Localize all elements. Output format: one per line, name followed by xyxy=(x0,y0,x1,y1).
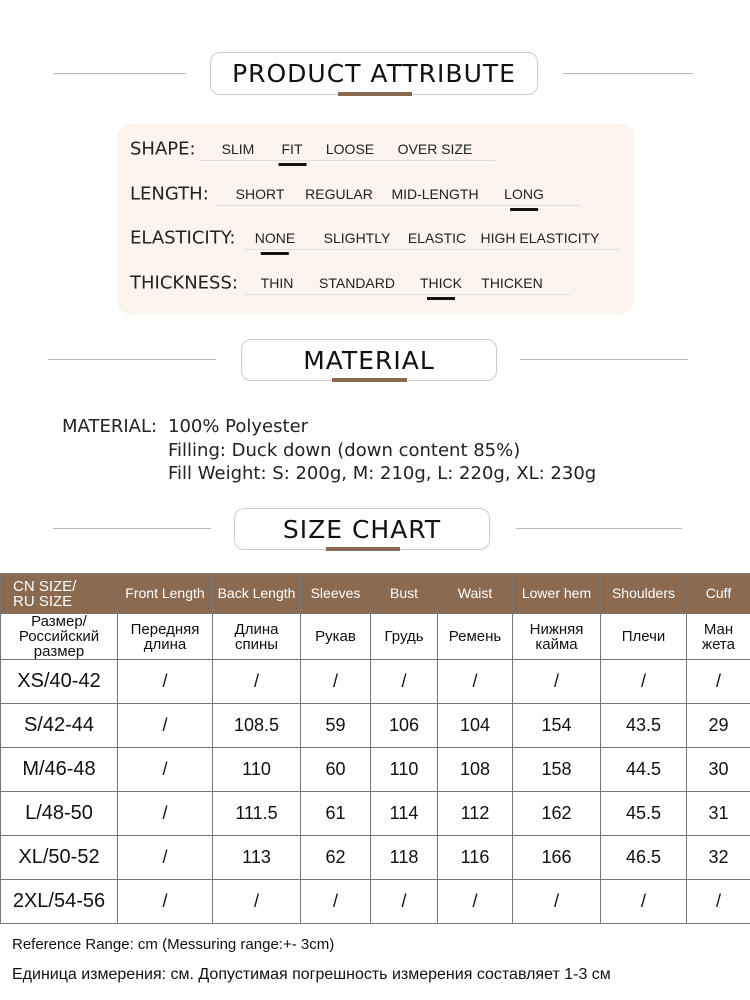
footer-note-en: Reference Range: cm (Messuring range:+- 3cm) xyxy=(12,936,335,953)
size-cell: 2XL/54-56 xyxy=(1,880,118,924)
attribute-option-selected: THICK xyxy=(420,275,462,291)
measurement-cell: 29 xyxy=(687,704,750,748)
attribute-option: ELASTIC xyxy=(407,230,467,246)
measurement-cell: / xyxy=(118,880,213,924)
attribute-option: MID-LENGTH xyxy=(391,186,479,202)
footer-note-ru: Единица измерения: см. Допустимая погрешность измерения составляет 1-3 см xyxy=(12,966,611,983)
attribute-underline xyxy=(215,205,580,206)
attribute-option: THICKEN xyxy=(481,275,543,291)
attribute-option-selected: LONG xyxy=(504,186,544,202)
measurement-cell: 162 xyxy=(513,792,601,836)
divider-line xyxy=(562,73,694,74)
size-cell: XS/40-42 xyxy=(1,660,118,704)
attribute-label: ELASTICITY: xyxy=(130,227,236,249)
measurement-cell: 110 xyxy=(213,748,301,792)
measurement-cell: / xyxy=(118,792,213,836)
size-cell: M/46-48 xyxy=(1,748,118,792)
measurement-cell: / xyxy=(118,660,213,704)
section-title-material: MATERIAL xyxy=(241,339,497,381)
attribute-option: SLIM xyxy=(221,141,255,157)
column-header: Back Length xyxy=(213,574,301,614)
measurement-cell: 32 xyxy=(687,836,750,880)
measurement-cell: / xyxy=(213,660,301,704)
measurement-cell: 154 xyxy=(513,704,601,748)
measurement-cell: 62 xyxy=(301,836,371,880)
material-line-2: Filling: Duck down (down content 85%) xyxy=(168,440,521,461)
attribute-option: REGULAR xyxy=(305,186,373,202)
table-row xyxy=(1,836,750,880)
measurement-cell: 118 xyxy=(371,836,438,880)
measurement-cell: 104 xyxy=(438,704,513,748)
size-cell: S/42-44 xyxy=(1,704,118,748)
column-header-ru: Грудь xyxy=(371,614,438,660)
measurement-cell: / xyxy=(601,880,687,924)
attribute-option: SLIGHTLY xyxy=(323,230,391,246)
table-row xyxy=(1,704,750,748)
measurement-cell: 116 xyxy=(438,836,513,880)
measurement-cell: / xyxy=(513,880,601,924)
column-header: Lower hem xyxy=(513,574,601,614)
column-header: Sleeves xyxy=(301,574,371,614)
attribute-underline xyxy=(245,249,620,250)
title-accent-bar xyxy=(338,92,412,96)
measurement-cell: 114 xyxy=(371,792,438,836)
measurement-cell: 108 xyxy=(438,748,513,792)
attribute-underline xyxy=(200,160,495,161)
section-title-size-chart: SIZE CHART xyxy=(234,508,490,550)
size-cell: XL/50-52 xyxy=(1,836,118,880)
measurement-cell: / xyxy=(301,880,371,924)
divider-line xyxy=(53,528,211,529)
column-header-ru: Нижняя кайма xyxy=(513,614,601,660)
measurement-cell: 106 xyxy=(371,704,438,748)
measurement-cell: 31 xyxy=(687,792,750,836)
column-header-ru: Плечи xyxy=(601,614,687,660)
column-header: Waist xyxy=(438,574,513,614)
measurement-cell: 61 xyxy=(301,792,371,836)
divider-line xyxy=(516,528,682,529)
attribute-underline xyxy=(245,294,570,295)
divider-line xyxy=(48,359,216,360)
measurement-cell: 45.5 xyxy=(601,792,687,836)
table-row xyxy=(1,748,750,792)
section-title-product-attribute: PRODUCT ATTRIBUTE xyxy=(210,52,538,95)
size-chart-table xyxy=(0,573,750,924)
attribute-label: SHAPE: xyxy=(130,138,196,160)
measurement-cell: 166 xyxy=(513,836,601,880)
measurement-cell: 59 xyxy=(301,704,371,748)
measurement-cell: / xyxy=(513,660,601,704)
measurement-cell: 60 xyxy=(301,748,371,792)
column-header: Front Length xyxy=(118,574,213,614)
attribute-option: STANDARD xyxy=(319,275,395,291)
column-header-ru: Ремень xyxy=(438,614,513,660)
measurement-cell: 111.5 xyxy=(213,792,301,836)
material-label: MATERIAL: xyxy=(62,416,158,437)
attribute-option: HIGH ELASTICITY xyxy=(480,230,600,246)
measurement-cell: 158 xyxy=(513,748,601,792)
measurement-cell: / xyxy=(438,660,513,704)
measurement-cell: / xyxy=(118,704,213,748)
measurement-cell: / xyxy=(438,880,513,924)
material-line-1: 100% Polyester xyxy=(168,416,309,437)
measurement-cell: / xyxy=(687,880,750,924)
column-header-ru: Длина спины xyxy=(213,614,301,660)
title-accent-bar xyxy=(332,378,407,382)
column-header: Cuff xyxy=(687,574,750,614)
size-cell: L/48-50 xyxy=(1,792,118,836)
measurement-cell: / xyxy=(601,660,687,704)
column-header-ru: Передняя длина xyxy=(118,614,213,660)
attribute-option: SHORT xyxy=(235,186,285,202)
measurement-cell: / xyxy=(213,880,301,924)
measurement-cell: 44.5 xyxy=(601,748,687,792)
measurement-cell: / xyxy=(687,660,750,704)
column-header: Bust xyxy=(371,574,438,614)
column-header-ru: Ман жета xyxy=(687,614,750,660)
measurement-cell: / xyxy=(118,748,213,792)
measurement-cell: / xyxy=(118,836,213,880)
column-header-ru: Рукав xyxy=(301,614,371,660)
divider-line xyxy=(53,73,186,74)
title-accent-bar xyxy=(326,547,400,551)
attribute-option-selected: NONE xyxy=(254,230,296,246)
column-header-ru: Размер/ Российский размер xyxy=(1,614,118,660)
measurement-cell: / xyxy=(371,660,438,704)
measurement-cell: 30 xyxy=(687,748,750,792)
measurement-cell: / xyxy=(301,660,371,704)
column-header: Shoulders xyxy=(601,574,687,614)
material-line-3: Fill Weight: S: 200g, M: 210g, L: 220g, XL: 230g xyxy=(168,463,597,484)
attribute-option: OVER SIZE xyxy=(397,141,473,157)
measurement-cell: 112 xyxy=(438,792,513,836)
measurement-cell: 46.5 xyxy=(601,836,687,880)
divider-line xyxy=(520,359,688,360)
measurement-cell: 108.5 xyxy=(213,704,301,748)
attribute-option: THIN xyxy=(260,275,294,291)
table-row xyxy=(1,880,750,924)
measurement-cell: / xyxy=(371,880,438,924)
attribute-label: LENGTH: xyxy=(130,183,209,205)
measurement-cell: 43.5 xyxy=(601,704,687,748)
attribute-option-selected: FIT xyxy=(281,141,303,157)
measurement-cell: 113 xyxy=(213,836,301,880)
table-row xyxy=(1,792,750,836)
table-row xyxy=(1,660,750,704)
attribute-label: THICKNESS: xyxy=(130,272,238,294)
measurement-cell: 110 xyxy=(371,748,438,792)
column-header: CN SIZE/ RU SIZE xyxy=(1,574,118,614)
attribute-option: LOOSE xyxy=(325,141,375,157)
